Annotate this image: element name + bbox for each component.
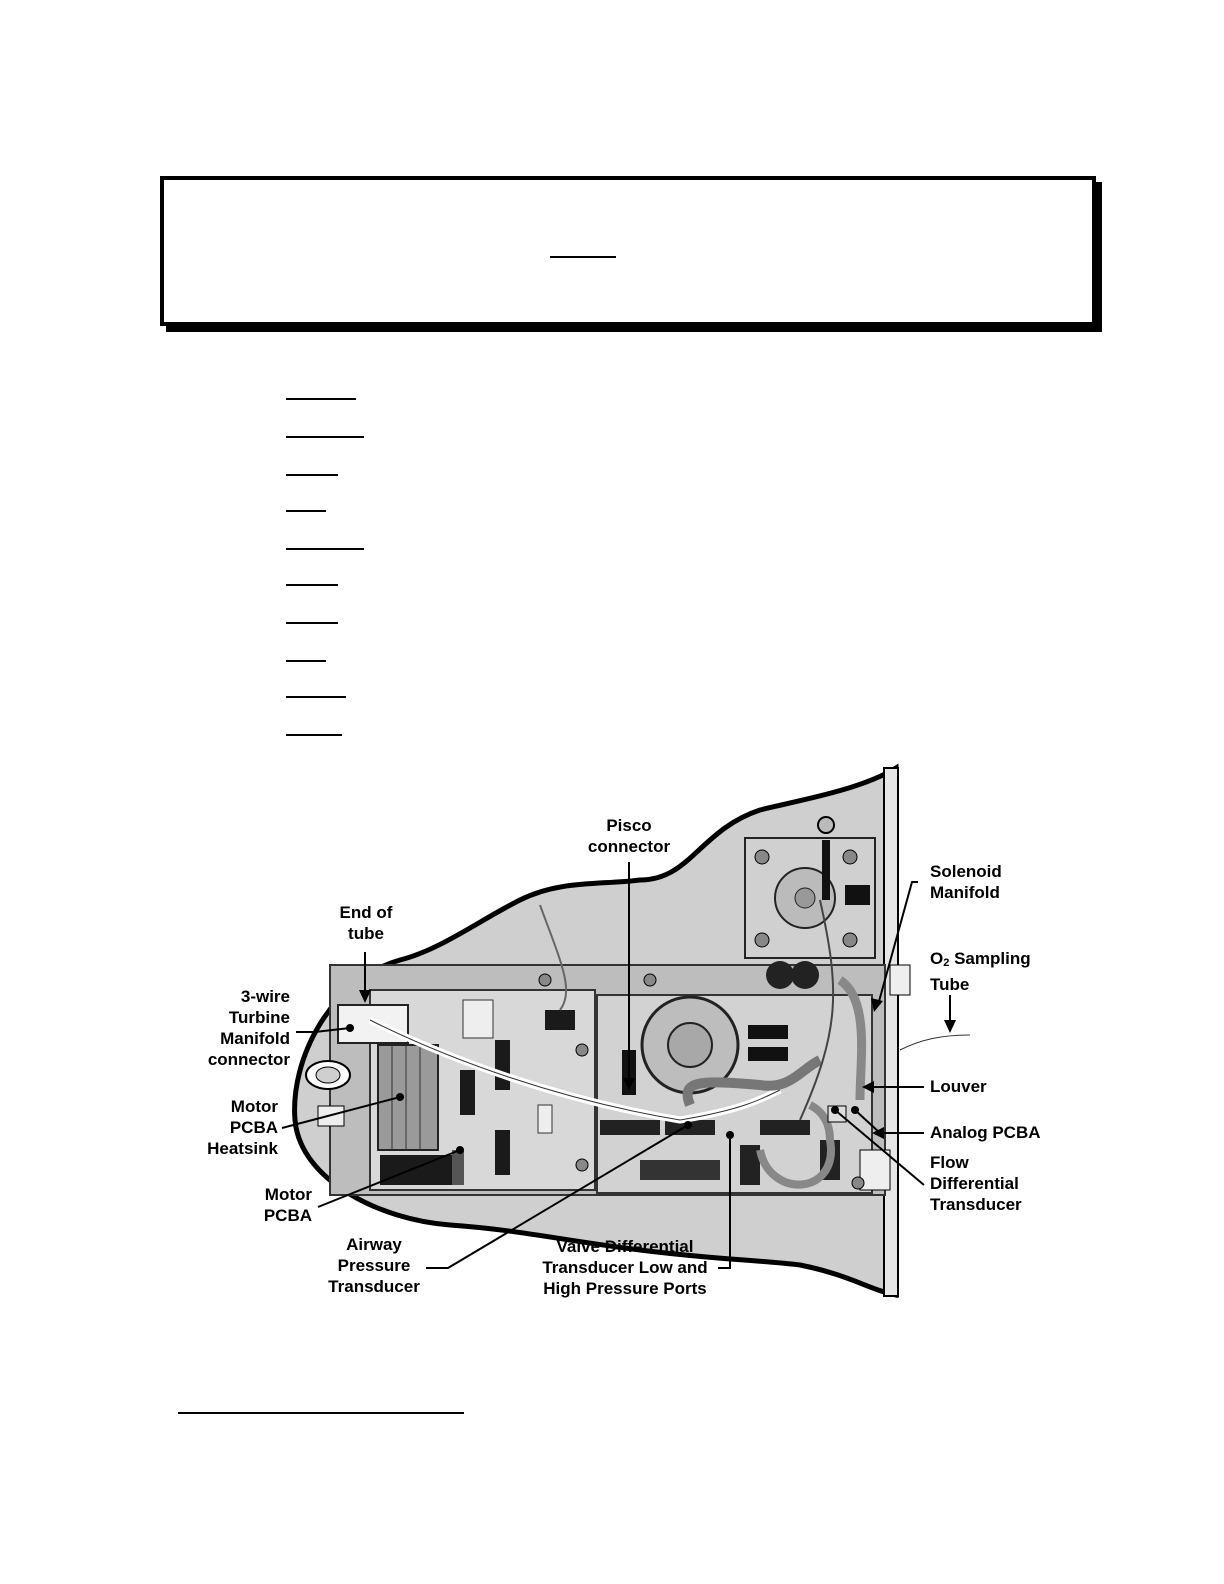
label-airway-pressure-transducer: Airway Pressure Transducer	[328, 1235, 420, 1296]
label-motor-pcba: Motor PCBA	[263, 1185, 312, 1225]
label-louver: Louver	[930, 1077, 987, 1096]
o2-rest: Sampling Tube	[930, 949, 1031, 994]
label-pisco-connector: Pisco connector	[587, 816, 671, 856]
label-flow-differential-transducer: Flow Differential Transducer	[930, 1153, 1022, 1214]
label-analog-pcba: Analog PCBA	[930, 1123, 1041, 1142]
label-3-wire-connector: 3-wire Turbine Manifold connector	[207, 987, 290, 1069]
heatsink	[378, 1045, 438, 1150]
label-valve-differential-transducer: Valve Differential Transducer Low and High Pressure Ports	[542, 1237, 708, 1298]
footnote-rule	[178, 1412, 464, 1414]
o2-prefix: O	[930, 949, 944, 968]
label-end-of-tube: End of tube	[339, 903, 393, 943]
label-solenoid-manifold: Solenoid Manifold	[930, 862, 1002, 902]
label-motor-pcba-heatsink: Motor PCBA Heatsink	[207, 1097, 278, 1158]
side-panel	[884, 768, 898, 1296]
o2-subscript: 2	[943, 957, 950, 969]
label-o2-sampling-tube	[930, 948, 1080, 995]
